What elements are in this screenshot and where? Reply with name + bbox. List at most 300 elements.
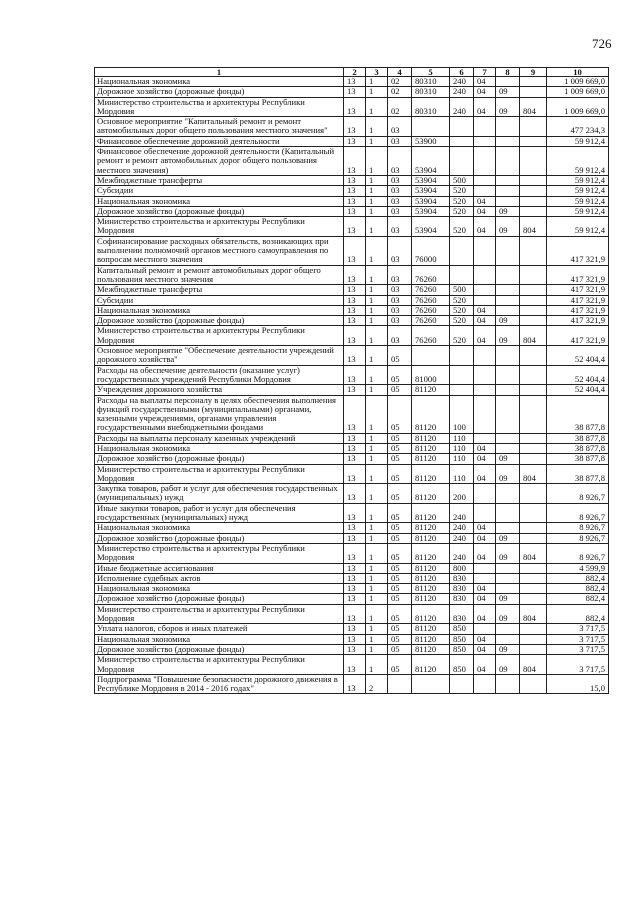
row-code: 09 (496, 316, 520, 326)
row-code: 1 (366, 624, 388, 634)
row-code (496, 573, 520, 583)
row-code (520, 433, 547, 443)
row-code: 13 (344, 285, 366, 295)
row-code: 81120 (412, 543, 450, 563)
row-code (520, 395, 547, 433)
header-cell: 7 (474, 68, 496, 77)
row-code: 09 (496, 87, 520, 97)
row-code: 81120 (412, 624, 450, 634)
row-code: 05 (388, 604, 412, 624)
row-code: 04 (474, 443, 496, 453)
row-code: 13 (344, 503, 366, 523)
row-code: 04 (474, 604, 496, 624)
table-row (95, 87, 609, 97)
row-code: 1 (366, 295, 388, 305)
row-code: 1 (366, 655, 388, 675)
row-code: 1 (366, 285, 388, 295)
row-code (520, 136, 547, 146)
row-code: 1 (366, 77, 388, 87)
row-amount: 38 877,8 (547, 395, 609, 433)
table-row (95, 523, 609, 533)
row-code (496, 236, 520, 265)
row-code: 1 (366, 265, 388, 285)
row-code (450, 674, 474, 694)
row-description: Министерство строительства и архитектуры Республики Мордовия (95, 464, 344, 484)
row-code: 1 (366, 175, 388, 185)
row-code (474, 674, 496, 694)
row-code (520, 503, 547, 523)
row-code (474, 117, 496, 137)
header-cell: 8 (496, 68, 520, 77)
row-code: 13 (344, 295, 366, 305)
row-code: 240 (450, 77, 474, 87)
row-code: 1 (366, 385, 388, 395)
row-code: 13 (344, 385, 366, 395)
row-code: 1 (366, 563, 388, 573)
row-code: 240 (450, 523, 474, 533)
row-code: 76260 (412, 316, 450, 326)
row-code: 03 (388, 147, 412, 176)
row-code: 04 (474, 206, 496, 216)
row-amount: 59 912,4 (547, 186, 609, 196)
row-code: 09 (496, 326, 520, 346)
row-code (496, 443, 520, 453)
row-code: 04 (474, 543, 496, 563)
row-amount: 1 009 669,0 (547, 77, 609, 87)
row-code: 03 (388, 217, 412, 237)
table-row (95, 655, 609, 675)
row-code: 240 (450, 533, 474, 543)
budget-table (94, 67, 609, 694)
row-code (474, 175, 496, 185)
row-code: 1 (366, 443, 388, 453)
row-code: 110 (450, 433, 474, 443)
table-row (95, 217, 609, 237)
row-code (520, 454, 547, 464)
table-row (95, 454, 609, 464)
row-code: 13 (344, 97, 366, 117)
table-row (95, 594, 609, 604)
row-description: Капитальный ремонт и ремонт автомобильных дорог общего пользования местного значения (95, 265, 344, 285)
row-code: 520 (450, 196, 474, 206)
row-code: 1 (366, 316, 388, 326)
row-code: 1 (366, 604, 388, 624)
row-amount: 417 321,9 (547, 316, 609, 326)
row-description: Субсидии (95, 295, 344, 305)
table-row (95, 584, 609, 594)
row-code: 09 (496, 464, 520, 484)
row-code: 09 (496, 97, 520, 117)
row-code: 1 (366, 305, 388, 315)
row-code (520, 644, 547, 654)
row-code: 81120 (412, 484, 450, 504)
row-code (496, 365, 520, 385)
row-code: 13 (344, 594, 366, 604)
row-code: 240 (450, 97, 474, 117)
row-code (496, 77, 520, 87)
row-code: 13 (344, 217, 366, 237)
table-row (95, 604, 609, 624)
row-code: 76260 (412, 295, 450, 305)
row-amount: 38 877,8 (547, 443, 609, 453)
row-code: 05 (388, 644, 412, 654)
row-code: 05 (388, 624, 412, 634)
row-code: 81120 (412, 385, 450, 395)
row-code: 13 (344, 175, 366, 185)
table-row (95, 644, 609, 654)
table-row (95, 573, 609, 583)
row-code (496, 305, 520, 315)
row-code: 05 (388, 584, 412, 594)
row-code (474, 573, 496, 583)
row-description: Межбюджетные трансферты (95, 175, 344, 185)
row-code: 13 (344, 584, 366, 594)
row-code: 240 (450, 503, 474, 523)
row-code: 520 (450, 217, 474, 237)
row-code: 53904 (412, 217, 450, 237)
row-code: 05 (388, 543, 412, 563)
row-code: 13 (344, 87, 366, 97)
row-code (496, 136, 520, 146)
row-code (520, 484, 547, 504)
row-code: 03 (388, 136, 412, 146)
row-code (520, 584, 547, 594)
row-code: 05 (388, 365, 412, 385)
row-code: 53904 (412, 206, 450, 216)
row-amount: 4 599,9 (547, 563, 609, 573)
header-cell: 4 (388, 68, 412, 77)
row-code: 81120 (412, 443, 450, 453)
row-code: 1 (366, 186, 388, 196)
row-code (474, 295, 496, 305)
row-description: Основное мероприятие "Капитальный ремонт и ремонт автомобильных дорог общего пользования местного значения" (95, 117, 344, 137)
row-code: 1 (366, 147, 388, 176)
row-code (520, 285, 547, 295)
table-row (95, 186, 609, 196)
row-code: 03 (388, 117, 412, 137)
row-code: 05 (388, 484, 412, 504)
header-cell: 6 (450, 68, 474, 77)
row-code: 1 (366, 365, 388, 385)
row-code: 520 (450, 295, 474, 305)
row-code (520, 573, 547, 583)
row-description: Дорожное хозяйство (дорожные фонды) (95, 454, 344, 464)
row-description: Уплата налогов, сборов и иных платежей (95, 624, 344, 634)
row-code: 830 (450, 604, 474, 624)
row-amount: 52 404,4 (547, 385, 609, 395)
row-code: 13 (344, 644, 366, 654)
row-code: 05 (388, 454, 412, 464)
row-description: Национальная экономика (95, 523, 344, 533)
row-code (520, 523, 547, 533)
row-code: 05 (388, 655, 412, 675)
row-code: 13 (344, 326, 366, 346)
table-row (95, 433, 609, 443)
row-code: 13 (344, 604, 366, 624)
row-description: Национальная экономика (95, 634, 344, 644)
row-code: 80310 (412, 97, 450, 117)
table-row (95, 175, 609, 185)
row-amount: 417 321,9 (547, 305, 609, 315)
row-code (496, 186, 520, 196)
header-cell: 3 (366, 68, 388, 77)
row-code: 09 (496, 655, 520, 675)
row-code: 04 (474, 584, 496, 594)
row-code: 13 (344, 77, 366, 87)
table-row (95, 563, 609, 573)
row-code: 03 (388, 236, 412, 265)
row-amount: 8 926,7 (547, 503, 609, 523)
row-code: 2 (366, 674, 388, 694)
row-code: 1 (366, 433, 388, 443)
row-code: 1 (366, 454, 388, 464)
row-amount: 477 234,3 (547, 117, 609, 137)
row-code: 04 (474, 97, 496, 117)
table-row (95, 236, 609, 265)
table-row (95, 443, 609, 453)
row-code: 850 (450, 655, 474, 675)
table-row (95, 385, 609, 395)
row-code: 13 (344, 206, 366, 216)
row-amount: 59 912,4 (547, 175, 609, 185)
row-code (450, 147, 474, 176)
row-code (496, 395, 520, 433)
row-amount: 52 404,4 (547, 346, 609, 366)
row-code: 13 (344, 236, 366, 265)
row-code: 13 (344, 433, 366, 443)
table-row (95, 117, 609, 137)
row-description: Министерство строительства и архитектуры Республики Мордовия (95, 97, 344, 117)
row-code: 03 (388, 326, 412, 346)
row-code: 520 (450, 186, 474, 196)
row-code (520, 634, 547, 644)
row-code (496, 285, 520, 295)
row-code: 1 (366, 484, 388, 504)
row-description: Национальная экономика (95, 196, 344, 206)
row-description: Расходы на выплаты персоналу казенных учреждений (95, 433, 344, 443)
row-code: 53904 (412, 186, 450, 196)
row-code: 13 (344, 196, 366, 206)
table-row (95, 77, 609, 87)
row-code: 81120 (412, 584, 450, 594)
row-code: 03 (388, 196, 412, 206)
table-row (95, 624, 609, 634)
row-code: 81120 (412, 655, 450, 675)
page-number: 726 (592, 36, 612, 51)
row-code: 13 (344, 186, 366, 196)
row-code (474, 563, 496, 573)
row-code (474, 186, 496, 196)
row-description: Финансовое обеспечение дорожной деятельности (95, 136, 344, 146)
row-code: 13 (344, 365, 366, 385)
row-code: 03 (388, 295, 412, 305)
row-code: 05 (388, 464, 412, 484)
row-amount: 8 926,7 (547, 543, 609, 563)
row-code (474, 624, 496, 634)
row-code (474, 433, 496, 443)
row-code: 05 (388, 523, 412, 533)
row-code: 04 (474, 634, 496, 644)
row-code: 05 (388, 503, 412, 523)
row-description: Министерство строительства и архитектуры Республики Мордовия (95, 543, 344, 563)
row-code: 76260 (412, 326, 450, 346)
row-description: Дорожное хозяйство (дорожные фонды) (95, 644, 344, 654)
row-code: 13 (344, 674, 366, 694)
row-code: 02 (388, 77, 412, 87)
row-code: 76260 (412, 285, 450, 295)
row-code: 05 (388, 443, 412, 453)
row-code (520, 77, 547, 87)
row-amount: 59 912,4 (547, 136, 609, 146)
row-code: 804 (520, 543, 547, 563)
row-description: Учреждения дорожного хозяйства (95, 385, 344, 395)
table-row (95, 484, 609, 504)
row-code: 1 (366, 196, 388, 206)
table-row (95, 265, 609, 285)
row-code: 240 (450, 543, 474, 563)
table-row (95, 295, 609, 305)
row-code: 13 (344, 655, 366, 675)
row-code: 81120 (412, 395, 450, 433)
row-code: 13 (344, 523, 366, 533)
row-code: 03 (388, 316, 412, 326)
row-code: 53904 (412, 196, 450, 206)
row-description: Дорожное хозяйство (дорожные фонды) (95, 533, 344, 543)
row-code: 520 (450, 316, 474, 326)
row-code: 02 (388, 97, 412, 117)
row-code: 1 (366, 117, 388, 137)
row-code (496, 523, 520, 533)
row-code: 804 (520, 217, 547, 237)
row-description: Расходы на обеспечение деятельности (оказание услуг) государственных учреждений Республики Мордовия (95, 365, 344, 385)
table-row (95, 346, 609, 366)
row-code: 804 (520, 97, 547, 117)
row-code: 81120 (412, 644, 450, 654)
table-row (95, 365, 609, 385)
row-description: Национальная экономика (95, 305, 344, 315)
row-code (496, 584, 520, 594)
row-code: 13 (344, 395, 366, 433)
row-code (496, 147, 520, 176)
row-code (450, 117, 474, 137)
header-cell: 2 (344, 68, 366, 77)
row-code: 76000 (412, 236, 450, 265)
row-code: 04 (474, 594, 496, 604)
row-code: 520 (450, 305, 474, 315)
row-code (474, 503, 496, 523)
row-code: 76260 (412, 305, 450, 315)
row-code: 1 (366, 503, 388, 523)
row-description: Министерство строительства и архитектуры Республики Мордовия (95, 655, 344, 675)
row-code: 240 (450, 87, 474, 97)
row-code: 04 (474, 644, 496, 654)
row-code (474, 484, 496, 504)
row-code (496, 433, 520, 443)
row-description: Финансовое обеспечение дорожной деятельности (Капитальный ремонт и ремонт автомобильных дорог общего пользования местного значения) (95, 147, 344, 176)
row-code: 80310 (412, 77, 450, 87)
row-code: 13 (344, 563, 366, 573)
row-code (412, 346, 450, 366)
row-code (496, 265, 520, 285)
row-code: 1 (366, 217, 388, 237)
table-row (95, 634, 609, 644)
row-code: 1 (366, 584, 388, 594)
table-row (95, 206, 609, 216)
row-code: 09 (496, 604, 520, 624)
row-code: 520 (450, 206, 474, 216)
row-description: Национальная экономика (95, 584, 344, 594)
row-code: 05 (388, 573, 412, 583)
row-code: 13 (344, 346, 366, 366)
row-code: 05 (388, 594, 412, 604)
row-code: 13 (344, 543, 366, 563)
row-code (520, 87, 547, 97)
row-code (520, 175, 547, 185)
row-description: Межбюджетные трансферты (95, 285, 344, 295)
row-code: 04 (474, 87, 496, 97)
row-code: 09 (496, 206, 520, 216)
row-code: 1 (366, 594, 388, 604)
row-code (520, 346, 547, 366)
row-code (474, 236, 496, 265)
row-code: 830 (450, 594, 474, 604)
row-code (520, 295, 547, 305)
row-code (520, 196, 547, 206)
row-code: 04 (474, 655, 496, 675)
row-amount: 882,4 (547, 594, 609, 604)
row-amount: 882,4 (547, 604, 609, 624)
row-amount: 59 912,4 (547, 217, 609, 237)
row-amount: 38 877,8 (547, 433, 609, 443)
row-description: Министерство строительства и архитектуры Республики Мордовия (95, 604, 344, 624)
row-code: 800 (450, 563, 474, 573)
row-code (474, 147, 496, 176)
row-code: 520 (450, 326, 474, 346)
row-code: 13 (344, 454, 366, 464)
row-code: 09 (496, 454, 520, 464)
row-code: 1 (366, 573, 388, 583)
row-code: 81120 (412, 454, 450, 464)
table-row (95, 464, 609, 484)
row-code: 80310 (412, 87, 450, 97)
row-code (450, 265, 474, 285)
table-row (95, 533, 609, 543)
row-code (520, 305, 547, 315)
row-code (474, 365, 496, 385)
row-code: 13 (344, 573, 366, 583)
row-description: Исполнение судебных актов (95, 573, 344, 583)
table-row (95, 147, 609, 176)
row-code (474, 285, 496, 295)
row-code: 81120 (412, 433, 450, 443)
row-code: 81120 (412, 594, 450, 604)
row-amount: 417 321,9 (547, 326, 609, 346)
header-cell: 1 (95, 68, 344, 77)
row-code: 76260 (412, 265, 450, 285)
row-description: Дорожное хозяйство (дорожные фонды) (95, 206, 344, 216)
row-description: Закупка товаров, работ и услуг для обеспечения государственных (муниципальных) нужд (95, 484, 344, 504)
row-amount: 15,0 (547, 674, 609, 694)
row-code: 804 (520, 655, 547, 675)
row-amount: 8 926,7 (547, 484, 609, 504)
row-code: 110 (450, 464, 474, 484)
row-code (496, 503, 520, 523)
row-description: Национальная экономика (95, 77, 344, 87)
row-code: 04 (474, 217, 496, 237)
row-code: 81120 (412, 533, 450, 543)
row-code (520, 147, 547, 176)
row-amount: 1 009 669,0 (547, 97, 609, 117)
